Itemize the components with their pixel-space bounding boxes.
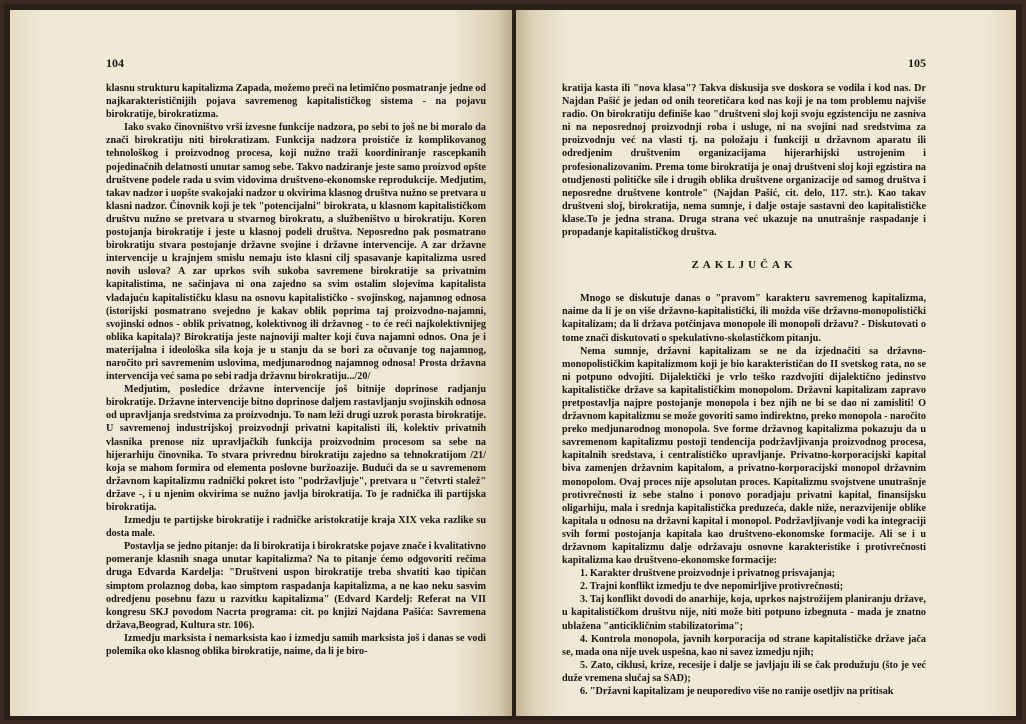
right-page-body bbox=[562, 82, 926, 698]
page-number-left: 104 bbox=[106, 56, 124, 70]
open-book bbox=[4, 4, 1022, 720]
list-item: 5. Zato, ciklusi, krize, recesije i dalje se javljaju ili se čak produžuju (što je već duže vremena slučaj sa SAD); bbox=[562, 659, 926, 684]
right-page bbox=[516, 10, 1016, 716]
list-item: 4. Kontrola monopola, javnih korporacija od strane kapitalističke države jača se, mada ona nije uvek uspešna, kao ni savez izmedju njih; bbox=[562, 633, 926, 658]
list-item: 2. Trajni konflikt izmedju te dve nepomirljive protivrečnosti; bbox=[580, 581, 844, 593]
list-item: 1. Karakter društvene proizvodnje i privatnog prisvajanja; bbox=[580, 568, 836, 580]
paragraph: Izmedju te partijske birokratije i radničke aristokratije kraja XIX veka razlike su dosta male. bbox=[106, 515, 486, 540]
page-number-right: 105 bbox=[908, 56, 926, 70]
paragraph: Nema sumnje, državni kapitalizam se ne da izjednačiti sa državno-monopolističkim kapitalizmom koji je bio karakterističan do II svetskog rata, no se ni potpuno odvojiti. Dijalektički je vrlo teško razdvojiti dijalektično jedinstvo kapitalističke države sa kapitalističkim monopolom. Državni kapitalizam zapravo pretpostavlja najpre postojanje monopola i bez njih ne bi se dao ni zamisliti! O državnom kapitalizmu se može govoriti samo indirektno, preko monopola - naročito preko medjunarodnog monopola. Sve forme državnog kapitalizma pokazuju da u savremenom kapitalizmu postoji tendencija podržavljivanja proizvodnog procesa, kapitalnih sredstava, i centralističko upravljanje. Privatno-korporacijski kapital biva zamenjen državnim kapitalom, a privatno-korporacijski monopol državnim monopolom. Ovaj proces nije apsolutan proces. Kapitalizmu svojstvene unutrašnje protivrečnosti iz sebe stalno i ponovo poradjaju privatni kapital, finansijsku oligarhiju, mala i srednja kapitalistička preduzeća, dakle niže, nerazvijenije oblike kapitala u odnosu na državni kapital i monopol. Podržavljivanje vodi ka integraciji svih formi postojanja kapitala kao društveno-ekonomske formacije. Ali se i u državnom kapitalizmu dalje održavaju osnovne karakteristike i protivrečnosti kapitalizma kao društveno-ekonomske formacije: bbox=[562, 345, 926, 567]
list-item: 3. Taj konflikt dovodi do anarhije, koja, uprkos najstrožijem planiranju države, u kapitalističkom društvu nije, niti može biti potpuno izbegnuta - mada je znatno ublažena "anticikličnim stabilizatorima"; bbox=[562, 594, 926, 632]
list-item: 6. "Državni kapitalizam je neuporedivo više no ranije osetljiv na pritisak bbox=[580, 686, 894, 698]
paragraph: Iako svako činovništvo vrši izvesne funkcije nadzora, po sebi to još ne bi moralo da znači birokratiju niti birokratizam. Funkcija nadzora proističe iz komplikovanog tehnološkog i proizvodnog procesa, koji nužno traži koordiniranje rascepkanih pojedinačnih delatnosti unutar samog sebe. Takvo nadziranje jeste samo proizvod opšte društvene podele rada u svim vidovima društveno-ekonomske reprodukcije. Medjutim, takav nadzor i uopšte svakojaki nadzor u okvirima klasnog društva nužno se pretvara u klasni nadzor. Činovnik koji je tek "potencijalni" birokrata, u klasnom kapitalističkom društvu nužno se pretvara u stvarnog birokratu, a službeništvo u birokratiju. Koren postojanja birokratije i jeste u klasnoj podeli društva. Neposredno pak posmatrano birokratiju stvara postojanje državne svojine i državne intervencije. A zar državne intervencije u krajnjem smislu nemaju isto klasni cilj spasavanje kapitalizma usred novih uslova? A zar uprkos svih sukoba savremene birokratije sa privatnim kapitalistima, ne sačinjava ni ona zajedno sa svim ostalim slojevima kapitalista vladajuću kapitalističku klasu na osnovu kapitalističko - svojinskog, najamnog odnosa (istorijski posmatrano svejedno je kakav oblik poprima taj proizvodno-najamni, svojinski odnos - oblik privatnog, kolektivnog ili državnog - to će reći najkolektivnijeg oblika kapitala)? Birokratija jeste najnoviji malter koji čuva najamni odnos. Ona je i materijalna i ideološka sila koja je u stanju da se bori za očuvanje tog najamnog, naročito pri savremenim uslovima, medjunarodnog najamnog odnosa! Prosta državna intervencija već sama po sebi radja državnu birokratiju.../20/ bbox=[106, 122, 486, 383]
section-heading: ZAKLJUČAK bbox=[691, 259, 797, 272]
left-page-body bbox=[106, 82, 486, 658]
paragraph: Izmedju marksista i nemarksista kao i izmedju samih marksista još i danas se vodi polemika oko klasnog oblika birokratije, naime, da li je biro- bbox=[106, 632, 486, 658]
paragraph: kratija kasta ili "nova klasa"? Takva diskusija sve doskora se vodila i kod nas. Dr Najdan Pašić je jedan od onih teoretičara kod nas koji je na tom problemu najviše radio. On birokratiju definiše kao "društveni sloj koji svoju egzistenciju ne zasniva ni na neposrednoj proizvodnji roba i usluge, ni na svojini nad sredstvima za proizvodnju već na vlasti tj. na položaju i funkciji u državnom aparatu ili odredjenim društvenim organizacijama hijerarhijski ustrojenim i profesionalizovanim. Prema tome birokratija je onaj društveni sloj koji egzistira na otudjenosti političke sile i drugih oblika društvene organizacije od samog društva i neposredne društvene kontrole" (Najdan Pašić, cit. delo, 117. str.). Kao takav društveni sloj, birokratija, nema sumnje, i dalje ostaje sastavni deo kapitalističke klase.To je jedna strana. Druga strana već ukazuje na unutrašnje raspadanje i propadanje kapitalističkog društva. bbox=[562, 83, 926, 239]
paragraph: klasnu strukturu kapitalizma Zapada, možemo preći na letimično posmatranje jedne od najkarakterističnijih pojava savremenog kapitalističkog sistema - na pojavu birokratije, birokratizma. bbox=[106, 83, 486, 121]
paragraph: Postavlja se jedno pitanje: da li birokratija i birokratske pojave znače i kvalitativno pomeranje klasnih snaga unutar kapitalizma? Na to pitanje ćemo odgovoriti rečima druga Edvarda Kardelja: "Društveni uspon birokratije treba shvatiti kao tipičan simptom prolaznog doba, kao simptom raspadanja kapitalizma, a ne kao neku sasvim odredjenu posebnu fazu u razvitku kapitalizma" (Edvard Kardelj: Referat na VII kongresu SKJ povodom Nacrta programa: cit. po knjizi Najdana Pašića: Savremena država,Beograd, Kultura str. 106). bbox=[106, 541, 486, 631]
numbered-list bbox=[562, 567, 926, 698]
paragraph: Medjutim, posledice državne intervencije još bitnije doprinose radjanju birokratije. Državne intervencije bitno doprinose daljem rastavljanju svojinskih odnosa od upravljanja sredstvima za proizvodnju. To nam leži drugi uzrok porasta birokratije. U savremenoj industrijskoj proizvodnji privatni kapitalisti ili, kolektiv privatnih vlasnika prenose niz upravljačkih funkcija proizvodnim procesom sa sebe na hijerarhiju činovnika. To stvara privrednu birokratiju zajedno sa tehnokratijom /21/ koja se mahom formira od elementa poslovne buržoazije. Budući da se u savremenom državnom kapitalizmu radnički pokret isto "podržavljuje", pretvara u "četvrti stalež" države -, i u njenim okvirima se nužno javlja birokratija. To je radnička ili partijska birokratija. bbox=[106, 384, 486, 513]
paragraph: Mnogo se diskutuje danas o "pravom" karakteru savremenog kapitalizma, naime da li je on više državno-kapitalistički, ili možda više državno-monopolistički kapitalizam; da li država potčinjava monopole ili monopoli državu? - Diskutovati o tome znači diskutovati o spekulativno-skolastičkom pitanju. bbox=[562, 293, 926, 344]
left-page bbox=[10, 10, 512, 716]
